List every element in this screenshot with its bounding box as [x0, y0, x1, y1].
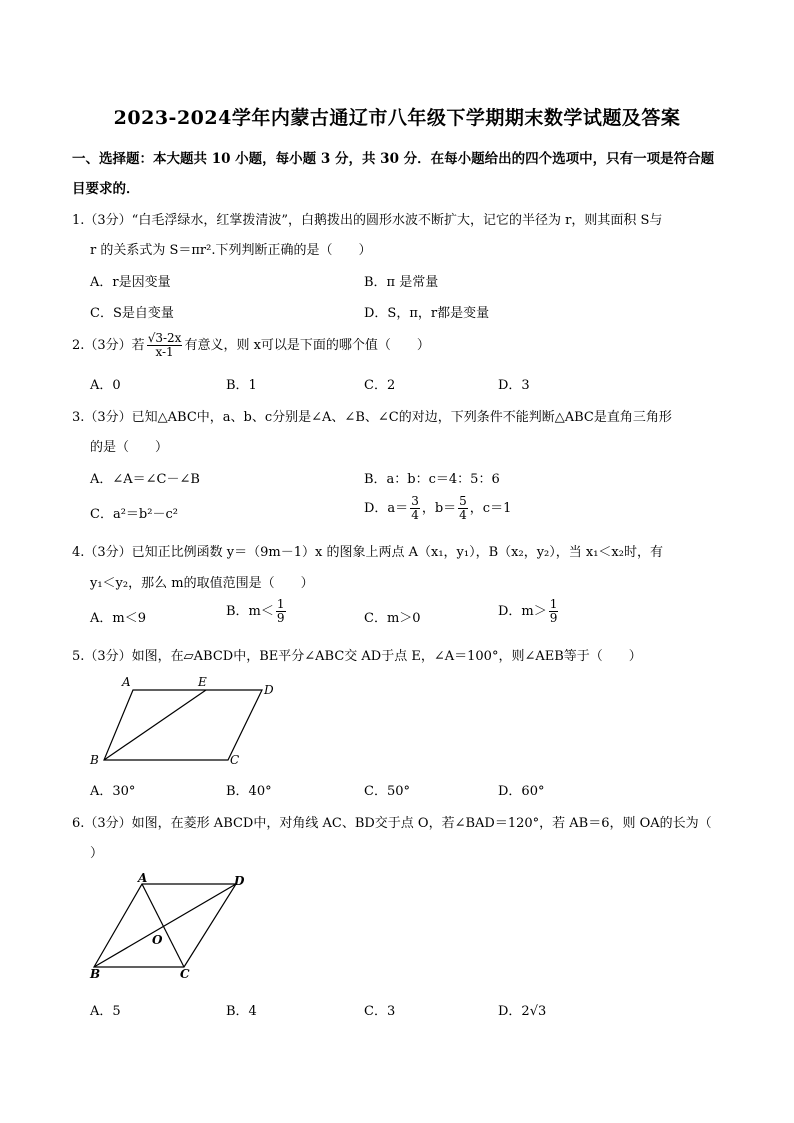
q6-label-d: D	[234, 874, 245, 888]
q4-d-den: 9	[549, 611, 558, 625]
q1-stem-line1: 1.（3分）“白毛浮绿水，红掌拨清波”，白鹅拨出的圆形水波不断扩大，记它的半径为 r，则其面积 S与	[72, 213, 663, 228]
q6-diagonal-bd	[94, 884, 236, 967]
q5-label-a: A	[122, 675, 131, 689]
section-heading-line2: 目要求的．	[72, 181, 140, 197]
q1-option-a: A．r是因变量	[90, 275, 171, 290]
section-heading-line1: 一、选择题：本大题共 10 小题，每小题 3 分，共 30 分．在每小题给出的四个选项中，只有一项是符合题	[72, 151, 715, 167]
q4-option-b-prefix: B．m＜	[226, 604, 274, 619]
q2-denominator: x-1	[155, 345, 174, 359]
q6-label-o: O	[152, 933, 163, 947]
q5-parallelogram-shape	[104, 690, 262, 760]
q4-b-num: 1	[276, 597, 285, 611]
q4-option-a: A．m＜9	[90, 611, 146, 626]
q3-frac-a-num: 3	[411, 494, 419, 508]
q3-option-d-frac-b	[458, 495, 468, 522]
q4-option-b-frac	[276, 598, 286, 625]
q6-stem-line1: 6.（3分）如图，在菱形 ABCD中，对角线 AC、BD交于点 O，若∠BAD＝120°，若 AB＝6，则 OA的长为（	[72, 816, 712, 831]
q2-stem	[72, 332, 430, 359]
q6-diagonal-ac	[142, 884, 184, 967]
q2-option-d: D．3	[498, 378, 530, 393]
q2-option-b: B．1	[226, 378, 257, 393]
q5-parallelogram-figure	[88, 672, 298, 772]
q5-option-c: C．50°	[364, 784, 410, 799]
q4-stem-line1: 4.（3分）已知正比例函数 y＝（9m－1）x 的图象上两点 A（x₁，y₁），B（x₂，y₂），当 x₁＜x₂时，有	[72, 545, 663, 560]
q4-option-b	[226, 598, 288, 625]
q4-option-d	[498, 598, 560, 625]
q2-option-a: A．0	[90, 378, 121, 393]
q5-stem: 5.（3分）如图，在▱ABCD中，BE平分∠ABC交 AD于点 E，∠A＝100°，则∠AEB等于（ ）	[72, 649, 642, 664]
q3-frac-a-den: 4	[411, 508, 419, 522]
q6-label-c: C	[180, 967, 190, 981]
q3-stem-line2: 的是（ ）	[90, 440, 169, 455]
q6-option-c: C．3	[364, 1004, 396, 1019]
q5-segment-be	[104, 690, 206, 760]
q1-stem-line2: r 的关系式为 S＝πr².下列判断正确的是（ ）	[90, 243, 372, 258]
q5-label-e: E	[198, 675, 207, 689]
q2-stem-prefix: 2.（3分）若	[72, 338, 145, 353]
q6-option-b: B．4	[226, 1004, 257, 1019]
q1-option-d: D．S，π，r都是变量	[364, 306, 490, 321]
page-title: 2023-2024学年内蒙古通辽市八年级下学期期末数学试题及答案	[113, 107, 681, 129]
q6-label-b: B	[90, 967, 101, 981]
q3-option-d-frac-a	[410, 495, 420, 522]
q2-numerator: √3-2x	[147, 331, 182, 345]
q6-label-a: A	[138, 872, 148, 885]
q3-frac-b-den: 4	[459, 508, 467, 522]
q5-option-d: D．60°	[498, 784, 545, 799]
q3-option-c: C．a²＝b²－c²	[90, 507, 178, 522]
q3-option-a: A．∠A＝∠C－∠B	[90, 472, 200, 487]
q3-option-b: B．a：b：c＝4：5：6	[364, 472, 500, 487]
q5-option-a: A．30°	[90, 784, 136, 799]
q5-label-b: B	[90, 753, 99, 767]
q2-stem-suffix: 有意义，则 x可以是下面的哪个值（ ）	[184, 338, 430, 353]
q4-option-d-frac	[549, 598, 559, 625]
q3-option-d	[364, 495, 511, 522]
q1-option-b: B．π 是常量	[364, 275, 439, 290]
q4-option-c: C．m＞0	[364, 611, 421, 626]
q2-fraction	[147, 332, 183, 359]
q4-option-d-prefix: D．m＞	[498, 604, 547, 619]
q1-option-c: C．S是自变量	[90, 306, 174, 321]
q5-label-c: C	[230, 753, 240, 767]
q5-option-b: B．40°	[226, 784, 272, 799]
q3-option-d-suffix: ，c＝1	[469, 501, 512, 516]
q6-rhombus-figure	[86, 872, 266, 987]
q6-stem-line2: ）	[90, 846, 104, 861]
q3-option-d-mid: ，b＝	[421, 501, 457, 516]
q6-option-a: A．5	[90, 1004, 121, 1019]
q5-label-d: D	[264, 683, 274, 697]
q2-option-c: C．2	[364, 378, 396, 393]
q6-option-d: D．2√3	[498, 1004, 547, 1019]
q4-stem-line2: y₁＜y₂，那么 m的取值范围是（ ）	[90, 576, 314, 591]
q3-stem-line1: 3.（3分）已知△ABC中，a、b、c分别是∠A、∠B、∠C的对边，下列条件不能判断△ABC是直角三角形	[72, 410, 672, 425]
q3-option-d-prefix: D．a＝	[364, 501, 409, 516]
q4-d-num: 1	[549, 597, 558, 611]
q4-b-den: 9	[276, 611, 285, 625]
q3-frac-b-num: 5	[459, 494, 467, 508]
